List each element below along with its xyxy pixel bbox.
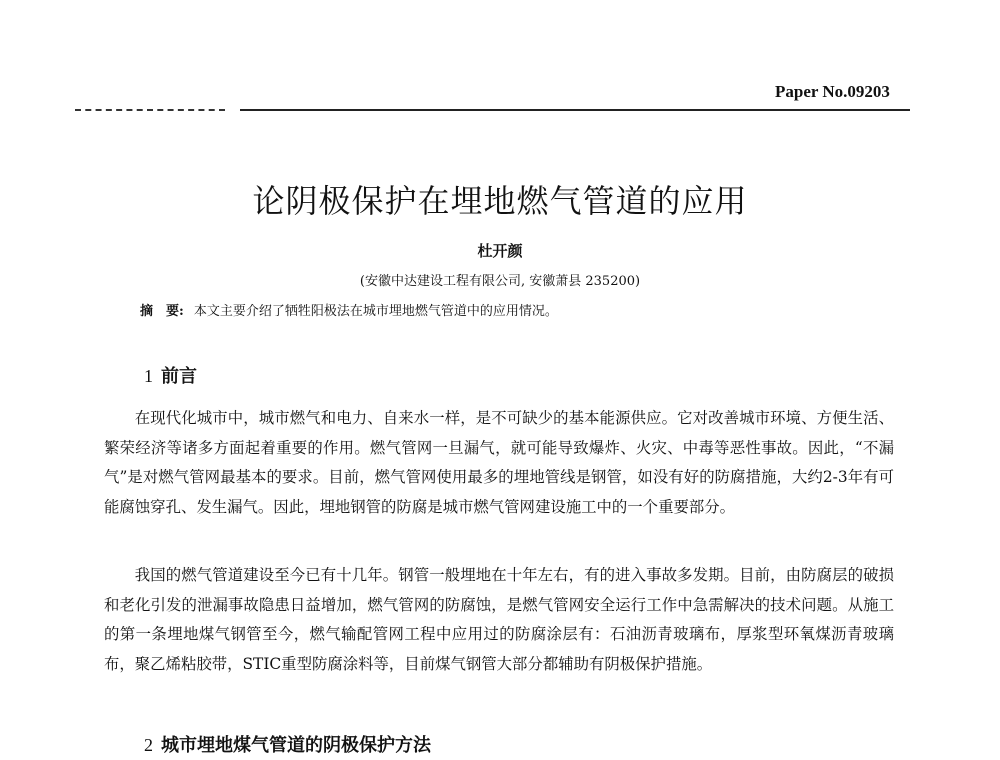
abstract-label: 摘 要: (140, 304, 184, 319)
section-number: 1 (144, 366, 153, 386)
section-number: 2 (144, 735, 153, 755)
abstract (140, 300, 558, 319)
paragraph: 在现代化城市中，城市燃气和电力、自来水一样，是不可缺少的基本能源供应。它对改善城市环境、方便生活、繁荣经济等诸多方面起着重要的作用。燃气管网一旦漏气，就可能导致爆炸、火灾、中毒等恶性事故。因此，“不漏气”是对燃气管网最基本的要求。目前，燃气管网使用最多的埋地管线是钢管，如没有好的防腐措施，大约2-3年有可能腐蚀穿孔、发生漏气。因此，埋地钢管的防腐是城市燃气管网建设施工中的一个重要部分。 (104, 409, 894, 516)
paper-title: 论阴极保护在埋地燃气管道的应用 (252, 182, 748, 220)
section-title: 城市埋地煤气管道的阴极保护方法 (161, 735, 431, 756)
abstract-text: 本文主要介绍了牺牲阳极法在城市埋地燃气管道中的应用情况。 (193, 304, 558, 319)
header-rule (240, 109, 910, 111)
section-heading-1 (144, 362, 197, 388)
paragraph: 我国的燃气管道建设至今已有十几年。钢管一般埋地在十年左右，有的进入事故多发期。目前，由防腐层的破损和老化引发的泄漏事故隐患日益增加，燃气管网的防腐蚀，是燃气管网安全运行工作中急需解决的技术问题。从施工的第一条埋地煤气钢管至今，燃气输配管网工程中应用过的防腐涂层有：石油沥青玻璃布，厚浆型环氧煤沥青玻璃布，聚乙烯粘胶带，STIC重型防腐涂料等，目前煤气钢管大部分都辅助有阴极保护措施。 (104, 566, 894, 673)
header-rule-left (75, 109, 225, 111)
author: 杜开颜 (477, 242, 523, 260)
paper-number: Paper No.09203 (775, 82, 890, 101)
affiliation: (安徽中达建设工程有限公司, 安徽萧县 235200) (359, 274, 641, 289)
section-title: 前言 (161, 366, 197, 387)
section-heading-2 (144, 731, 431, 757)
